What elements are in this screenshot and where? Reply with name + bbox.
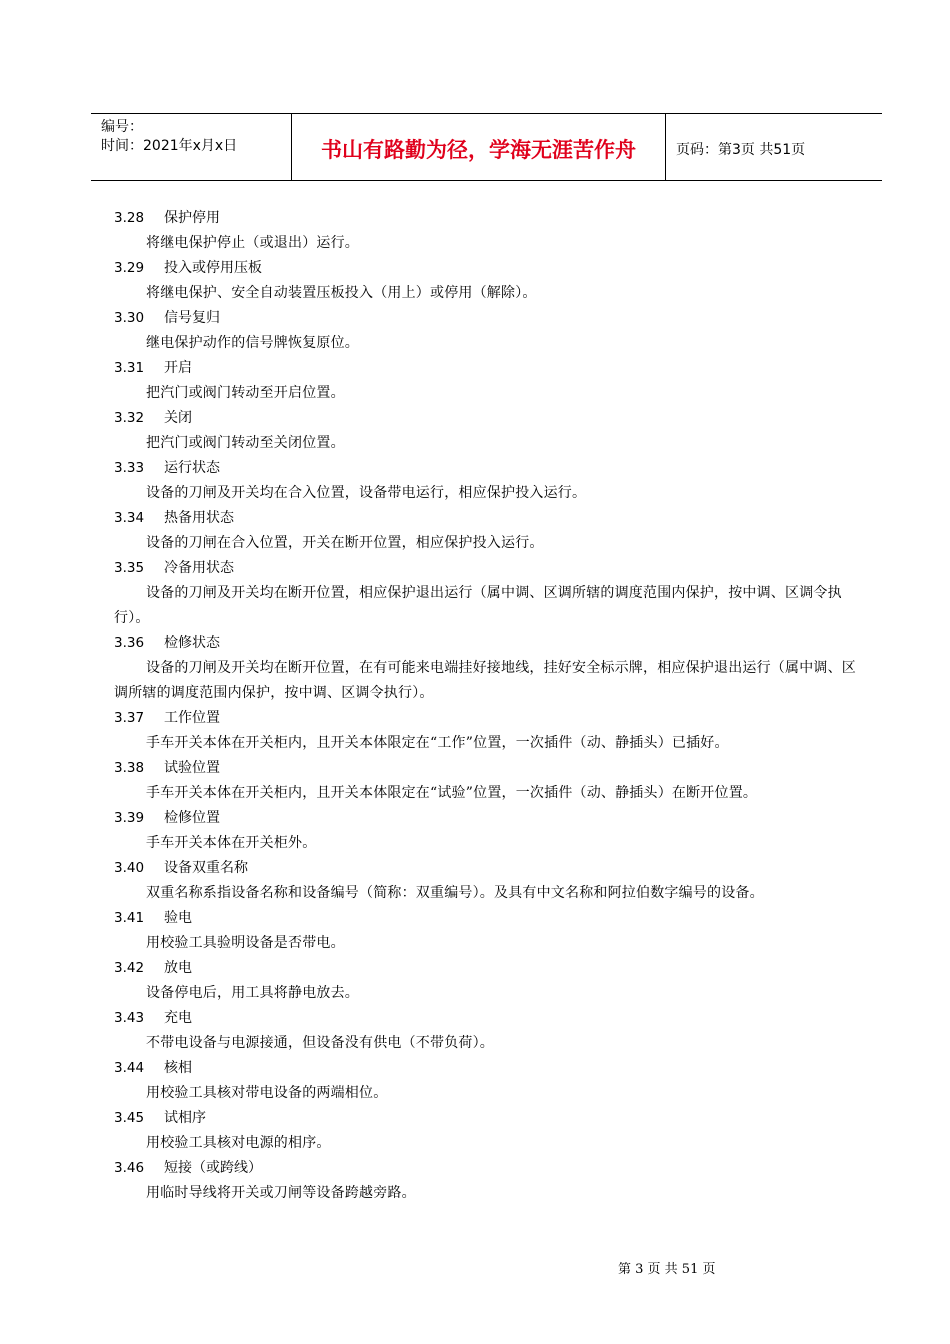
term-entry bbox=[114, 856, 864, 906]
term-title: 短接（或跨线） bbox=[164, 1160, 262, 1176]
term-heading bbox=[114, 256, 864, 281]
term-definition: 双重名称系指设备名称和设备编号（简称：双重编号）。及具有中文名称和阿拉伯数字编号的设备。 bbox=[146, 885, 764, 901]
term-definition: 设备的刀闸及开关均在断开位置，在有可能来电端挂好接地线，挂好安全标示牌，相应保护退出运行（属中调、区调所辖的调度范围内保护，按中调、区调令执行）。 bbox=[114, 660, 856, 701]
term-definition: 用校验工具验明设备是否带电。 bbox=[146, 935, 345, 951]
term-entry bbox=[114, 631, 864, 706]
term-title: 试相序 bbox=[164, 1110, 206, 1126]
term-definition: 将继电保护停止（或退出）运行。 bbox=[146, 235, 359, 251]
term-title: 信号复归 bbox=[164, 310, 220, 326]
term-heading bbox=[114, 956, 864, 981]
term-definition: 手车开关本体在开关柜内，且开关本体限定在“工作”位置，一次插件（动、静插头）已插好。 bbox=[146, 735, 729, 751]
term-title: 冷备用状态 bbox=[164, 560, 234, 576]
term-number: 3.44 bbox=[114, 1060, 145, 1076]
term-definition: 把汽门或阀门转动至关闭位置。 bbox=[146, 435, 345, 451]
term-heading bbox=[114, 806, 864, 831]
term-title: 设备双重名称 bbox=[164, 860, 248, 876]
term-title: 保护停用 bbox=[164, 210, 220, 226]
header-number: 编号： bbox=[101, 119, 143, 135]
page-header bbox=[91, 113, 882, 181]
term-number: 3.38 bbox=[114, 760, 145, 776]
term-number: 3.32 bbox=[114, 410, 145, 426]
term-number: 3.42 bbox=[114, 960, 145, 976]
term-definition: 将继电保护、安全自动装置压板投入（用上）或停用（解除）。 bbox=[146, 285, 537, 301]
header-meta bbox=[91, 114, 292, 180]
term-definition: 设备的刀闸在合入位置，开关在断开位置，相应保护投入运行。 bbox=[146, 535, 544, 551]
term-heading bbox=[114, 856, 864, 881]
header-motto: 书山有路勤为径，学海无涯苦作舟 bbox=[292, 114, 666, 180]
header-time: 时间：2021年x月x日 bbox=[101, 138, 238, 154]
term-entry bbox=[114, 756, 864, 806]
term-number: 3.33 bbox=[114, 460, 145, 476]
term-heading bbox=[114, 631, 864, 656]
term-title: 验电 bbox=[164, 910, 192, 926]
term-definition: 把汽门或阀门转动至开启位置。 bbox=[146, 385, 345, 401]
term-title: 放电 bbox=[164, 960, 192, 976]
term-title: 开启 bbox=[164, 360, 192, 376]
term-number: 3.30 bbox=[114, 310, 145, 326]
term-title: 充电 bbox=[164, 1010, 192, 1026]
term-title: 关闭 bbox=[164, 410, 192, 426]
term-title: 运行状态 bbox=[164, 460, 220, 476]
term-heading bbox=[114, 906, 864, 931]
term-number: 3.41 bbox=[114, 910, 145, 926]
term-heading bbox=[114, 206, 864, 231]
term-number: 3.39 bbox=[114, 810, 145, 826]
term-entry bbox=[114, 706, 864, 756]
term-entry bbox=[114, 506, 864, 556]
term-heading bbox=[114, 706, 864, 731]
term-entry bbox=[114, 1156, 864, 1206]
term-entry bbox=[114, 206, 864, 256]
term-heading bbox=[114, 306, 864, 331]
page-footer: 第 3 页 共 51 页 bbox=[618, 1262, 716, 1277]
term-number: 3.29 bbox=[114, 260, 145, 276]
term-definition: 手车开关本体在开关柜外。 bbox=[146, 835, 317, 851]
term-heading bbox=[114, 506, 864, 531]
term-entry bbox=[114, 406, 864, 456]
term-title: 投入或停用压板 bbox=[164, 260, 262, 276]
term-entry bbox=[114, 1106, 864, 1156]
term-definition: 不带电设备与电源接通，但设备没有供电（不带负荷）。 bbox=[146, 1035, 494, 1051]
term-definition: 用校验工具核对带电设备的两端相位。 bbox=[146, 1085, 388, 1101]
term-number: 3.28 bbox=[114, 210, 145, 226]
term-definition: 手车开关本体在开关柜内，且开关本体限定在“试验”位置，一次插件（动、静插头）在断开位置。 bbox=[146, 785, 758, 801]
term-definition: 设备的刀闸及开关均在合入位置，设备带电运行，相应保护投入运行。 bbox=[146, 485, 587, 501]
term-number: 3.40 bbox=[114, 860, 145, 876]
term-entry bbox=[114, 556, 864, 631]
term-number: 3.43 bbox=[114, 1010, 145, 1026]
term-definition: 设备的刀闸及开关均在断开位置，相应保护退出运行（属中调、区调所辖的调度范围内保护，按中调、区调令执行）。 bbox=[114, 585, 842, 626]
term-entry bbox=[114, 256, 864, 306]
term-number: 3.36 bbox=[114, 635, 145, 651]
term-number: 3.35 bbox=[114, 560, 145, 576]
term-heading bbox=[114, 756, 864, 781]
term-entry bbox=[114, 906, 864, 956]
term-number: 3.45 bbox=[114, 1110, 145, 1126]
term-entry bbox=[114, 806, 864, 856]
term-title: 试验位置 bbox=[164, 760, 220, 776]
term-title: 工作位置 bbox=[164, 710, 220, 726]
document-body bbox=[114, 206, 864, 1206]
term-definition: 设备停电后，用工具将静电放去。 bbox=[146, 985, 359, 1001]
term-entry bbox=[114, 1056, 864, 1106]
term-heading bbox=[114, 456, 864, 481]
term-entry bbox=[114, 456, 864, 506]
term-title: 核相 bbox=[164, 1060, 192, 1076]
term-entry bbox=[114, 1006, 864, 1056]
term-number: 3.37 bbox=[114, 710, 145, 726]
term-definition: 继电保护动作的信号牌恢复原位。 bbox=[146, 335, 359, 351]
term-number: 3.31 bbox=[114, 360, 145, 376]
term-entry bbox=[114, 306, 864, 356]
term-entry bbox=[114, 956, 864, 1006]
term-heading bbox=[114, 356, 864, 381]
term-definition: 用临时导线将开关或刀闸等设备跨越旁路。 bbox=[146, 1185, 416, 1201]
term-number: 3.34 bbox=[114, 510, 145, 526]
term-heading bbox=[114, 1006, 864, 1031]
term-title: 检修位置 bbox=[164, 810, 220, 826]
term-title: 检修状态 bbox=[164, 635, 220, 651]
term-definition: 用校验工具核对电源的相序。 bbox=[146, 1135, 331, 1151]
term-title: 热备用状态 bbox=[164, 510, 234, 526]
header-page-info: 页码：第3页 共51页 bbox=[676, 142, 806, 158]
term-heading bbox=[114, 1156, 864, 1181]
term-heading bbox=[114, 1056, 864, 1081]
term-heading bbox=[114, 406, 864, 431]
term-heading bbox=[114, 556, 864, 581]
term-heading bbox=[114, 1106, 864, 1131]
term-number: 3.46 bbox=[114, 1160, 145, 1176]
term-entry bbox=[114, 356, 864, 406]
